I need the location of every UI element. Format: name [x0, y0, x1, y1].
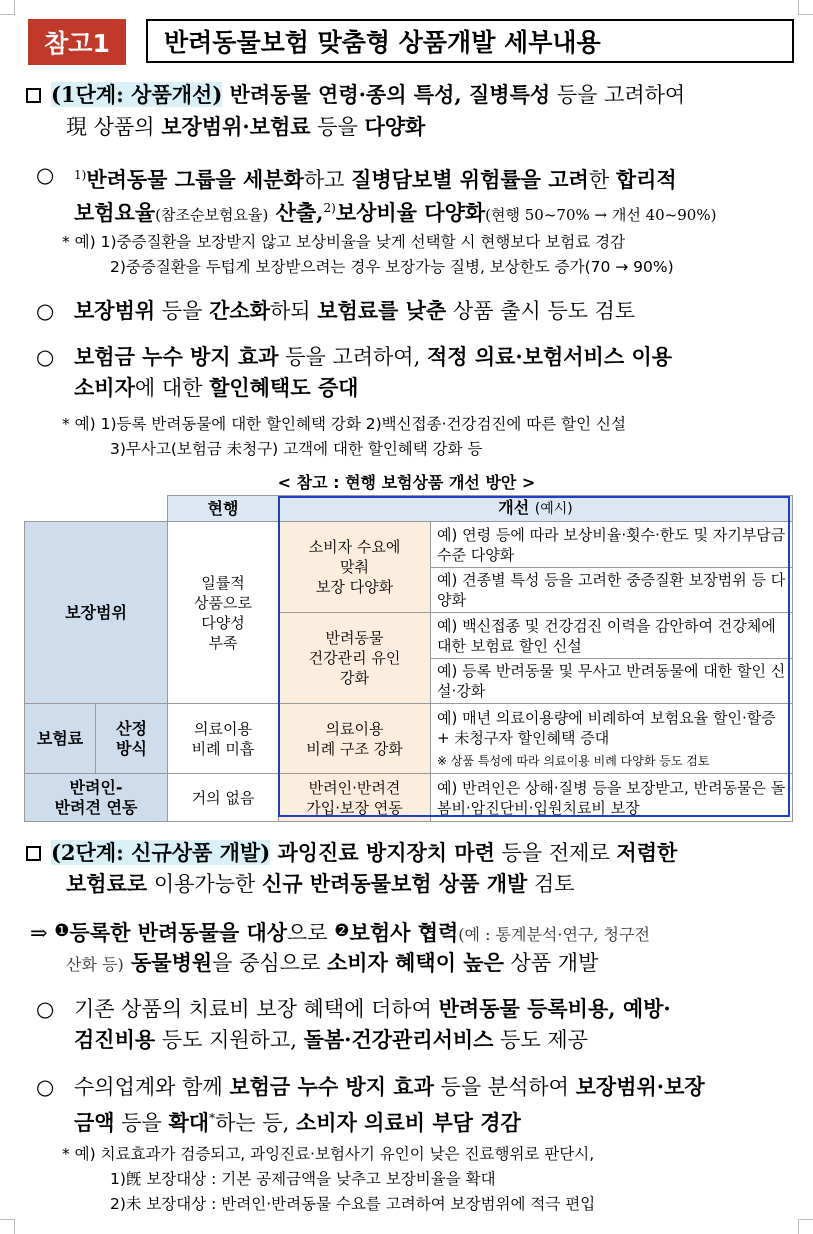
imp-health-example-1: 예) 백신접종 및 건강검진 이력을 감안하여 건강체에 대한 보험료 할인 신설 [431, 613, 793, 659]
corner-mark-bottom-right [798, 1219, 813, 1234]
note2-line2: 3)무사고(보험금 未청구) 고객에 대한 할인혜택 강화 등 [110, 440, 483, 458]
row-label-scope: 보장범위 [25, 522, 168, 704]
bullet4-line1: 기존 상품의 치료비 보장 혜택에 더하여 반려동물 등록비용, 예방· [74, 996, 671, 1021]
note1-line1: * 예) 1)중증질환을 보장받지 않고 보상비율을 낮게 선택할 시 현행보다 보험료 경감 [62, 233, 626, 251]
bullet2-line: 보장범위 등을 간소화하되 보험료를 낮춘 상품 출시 등도 검토 [74, 298, 636, 323]
row-label-premium-method: 산정 방식 [96, 704, 168, 774]
note3-line1: * 예) 치료효과가 검증되고, 과잉진료·보험사기 유인이 낮은 진료행위로 판단시, [62, 1145, 595, 1163]
current-scope-cell: 일률적 상품으로 다양성 부족 [168, 522, 279, 704]
imp-scope-example-2: 예) 견종별 특성 등을 고려한 중증질환 보장범위 등 다양화 [431, 568, 793, 613]
table-caption: < 참고 : 현행 보험상품 개선 방안 > [277, 473, 536, 492]
bullet3-line1: 보험금 누수 방지 효과 등을 고려하여, 적정 의료·보험서비스 이용 [74, 344, 673, 369]
reference-tag: 참고1 [28, 19, 126, 65]
note3-line2: 1)旣 보장대상 : 기본 공제금액을 낮추고 보장비율을 확대 [110, 1170, 496, 1188]
note1-line2: 2)중증질환을 두텁게 보장받으려는 경우 보장가능 질병, 보상한도 증가(70 → 90%) [110, 258, 674, 276]
bullet-circle-icon: ○ [36, 997, 55, 1021]
bullet5-line2: 금액 등을 확대*하는 등, 소비자 의료비 부담 경감 [74, 1110, 521, 1135]
page-title: 반려동물보험 맞춤형 상품개발 세부내용 [146, 19, 794, 63]
corner-mark-top-right [798, 0, 813, 15]
stage1-heading: (1단계: 상품개선) 반려동물 연령·종의 특성, 질병특성 등을 고려하여 [26, 80, 806, 110]
current-premium-cell: 의료이용 비례 미흡 [168, 704, 279, 774]
imp-link-cell: 반려인·반려견 가입·보장 연동 [279, 774, 431, 822]
stage2-heading: (2단계: 신규상품 개발) 과잉진료 방지장치 마련 등을 전제로 저렴한 [26, 838, 677, 868]
arrow-line-1: ⇒ ❶등록한 반려동물을 대상으로 ❷보험사 협력(예 : 통계분석·연구, 청구전 [30, 920, 650, 945]
imp-scope-example-1: 예) 연령 등에 따라 보상비율·횟수·한도 및 자기부담금 수준 다양화 [431, 522, 793, 568]
note2-line1: * 예) 1)등록 반려동물에 대한 할인혜택 강화 2)백신접종·건강검진에 따른 할인 신설 [62, 415, 626, 433]
imp-premium-structure: 의료이용 비례 구조 강화 [279, 704, 431, 774]
bullet5-line1: 수의업계와 함께 보험금 누수 방지 효과 등을 분석하여 보장범위·보장 [74, 1074, 705, 1099]
bullet1-line2: 보험요율(참조순보험요율) 산출,$^{2)}$보상비율 다양화(현행 50~70% → 개선 40~90%) [74, 200, 717, 225]
row-label-link: 반려인- 반려견 연동 [25, 774, 168, 822]
imp-health-example-2: 예) 등록 반려동물 및 무사고 반려동물에 대한 할인 신설·강화 [431, 659, 793, 704]
imp-link-example: 예) 반려인은 상해·질병 등을 보장받고, 반려동물은 돌봄비·암진단비·입원치료비 보장 [431, 774, 793, 822]
header-current: 현행 [168, 496, 279, 522]
corner-mark-bottom-left [0, 1219, 15, 1234]
bullet-circle-icon: ○ [36, 299, 55, 323]
arrow-icon: ⇒ [30, 921, 48, 945]
imp-scope-diversify: 소비자 수요에 맞춰 보장 다양화 [279, 522, 431, 613]
number-2-icon: ❷ [334, 921, 350, 941]
arrow-line-2: 산화 등) 동물병원을 중심으로 소비자 혜택이 높은 상품 개발 [66, 950, 599, 975]
bullet-circle-icon: ○ [36, 345, 55, 369]
number-1-icon: ❶ [54, 921, 70, 941]
bullet3-line2: 소비자에 대한 할인혜택도 증대 [74, 375, 359, 400]
checkbox-square-icon [26, 88, 41, 103]
header-improve: 개선 (예시) [279, 496, 793, 522]
stage1-heading-line2: 現 상품의 보장범위·보험료 등을 다양화 [66, 114, 426, 139]
imp-health-incentive: 반려동물 건강관리 유인 강화 [279, 613, 431, 704]
bullet1-line1: $^{1)}$반려동물 그룹을 세분화하고 질병담보별 위험률을 고려한 합리적 [74, 167, 677, 192]
note3-line3: 2)未 보장대상 : 반려인·반려동물 수요를 고려하여 보장범위에 적극 편입 [110, 1195, 596, 1213]
imp-premium-example: 예) 매년 의료이용량에 비례하여 보험요율 할인·할증 + 未청구자 할인혜택 증대 ※ 상품 특성에 따라 의료이용 비례 다양화 등도 검토 [431, 704, 793, 774]
bullet-circle-icon: ○ [36, 1075, 55, 1099]
checkbox-square-icon [26, 846, 41, 861]
stage2-heading-line2: 보험료로 이용가능한 신규 반려동물보험 상품 개발 검토 [66, 871, 575, 896]
current-link-cell: 거의 없음 [168, 774, 279, 822]
table-corner-cell [25, 496, 168, 522]
bullet-circle-icon: ○ [36, 163, 55, 187]
improvement-table [24, 495, 793, 822]
bullet4-line2: 검진비용 등도 지원하고, 돌봄·건강관리서비스 등도 제공 [74, 1027, 588, 1052]
corner-mark-top-left [0, 0, 15, 15]
row-label-premium: 보험료 [25, 704, 96, 774]
